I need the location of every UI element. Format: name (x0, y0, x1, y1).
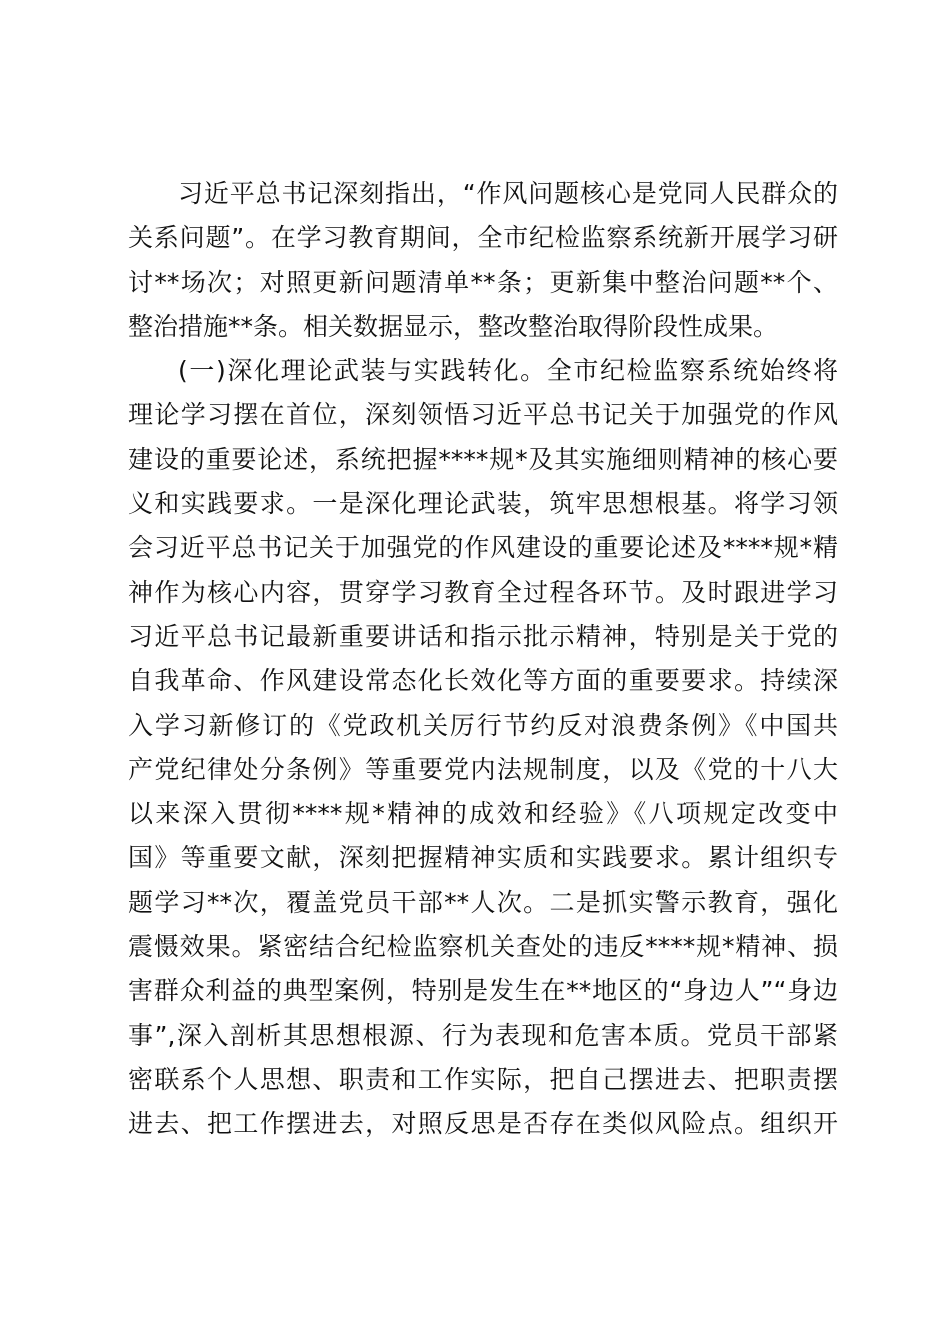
paragraph-2-line-13: 题学习**次，覆盖党员干部**人次。二是抓实警示教育，强化 (128, 887, 838, 917)
paragraph-1-line-4: 整治措施**条。相关数据显示，整改整治取得阶段性成果。 (128, 311, 779, 341)
paragraph-2-line-7: 习近平总书记最新重要讲话和指示批示精神，特别是关于党的 (128, 621, 838, 651)
paragraph-1-line-2: 关系问题”。在学习教育期间，全市纪检监察系统新开展学习研 (128, 223, 838, 253)
paragraph-2-line-14: 震慑效果。紧密结合纪检监察机关查处的违反****规*精神、损 (128, 932, 838, 962)
paragraph-2-line-16: 事”,深入剖析其思想根源、行为表现和危害本质。党员干部紧 (128, 1020, 838, 1050)
paragraph-2-line-4: 义和实践要求。一是深化理论武装，筑牢思想根基。将学习领 (128, 489, 838, 519)
paragraph-2-line-9: 入学习新修订的《党政机关厉行节约反对浪费条例》《中国共 (128, 710, 838, 740)
paragraph-2-line-10: 产党纪律处分条例》等重要党内法规制度，以及《党的十八大 (128, 754, 838, 784)
paragraph-2-line-8: 自我革命、作风建设常态化长效化等方面的重要要求。持续深 (128, 666, 838, 696)
paragraph-2-line-3: 建设的重要论述，系统把握****规*及其实施细则精神的核心要 (128, 444, 838, 474)
paragraph-2-line-18: 进去、把工作摆进去，对照反思是否存在类似风险点。组织开 (128, 1109, 838, 1139)
document-body (128, 172, 838, 1147)
paragraph-2-line-6: 神作为核心内容，贯穿学习教育全过程各环节。及时跟进学习 (128, 577, 838, 607)
paragraph-2-line-11: 以来深入贯彻****规*精神的成效和经验》《八项规定改变中 (128, 799, 838, 829)
paragraph-2-line-12: 国》等重要文献，深刻把握精神实质和实践要求。累计组织专 (128, 843, 838, 873)
paragraph-2-line-2: 理论学习摆在首位，深刻领悟习近平总书记关于加强党的作风 (128, 400, 838, 430)
paragraph-2-line-15: 害群众利益的典型案例，特别是发生在**地区的“身边人”“身边 (128, 976, 838, 1006)
paragraph-2-line-5: 会习近平总书记关于加强党的作风建设的重要论述及****规*精 (128, 533, 838, 563)
paragraph-1-line-3: 讨**场次；对照更新问题清单**条；更新集中整治问题**个、 (128, 267, 838, 297)
paragraph-1-line-1: 习近平总书记深刻指出，“作风问题核心是党同人民群众的 (178, 179, 838, 208)
paragraph-2-line-1: (一)深化理论武装与实践转化。全市纪检监察系统始终将 (178, 356, 838, 386)
paragraph-2-line-17: 密联系个人思想、职责和工作实际，把自己摆进去、把职责摆 (128, 1064, 838, 1094)
